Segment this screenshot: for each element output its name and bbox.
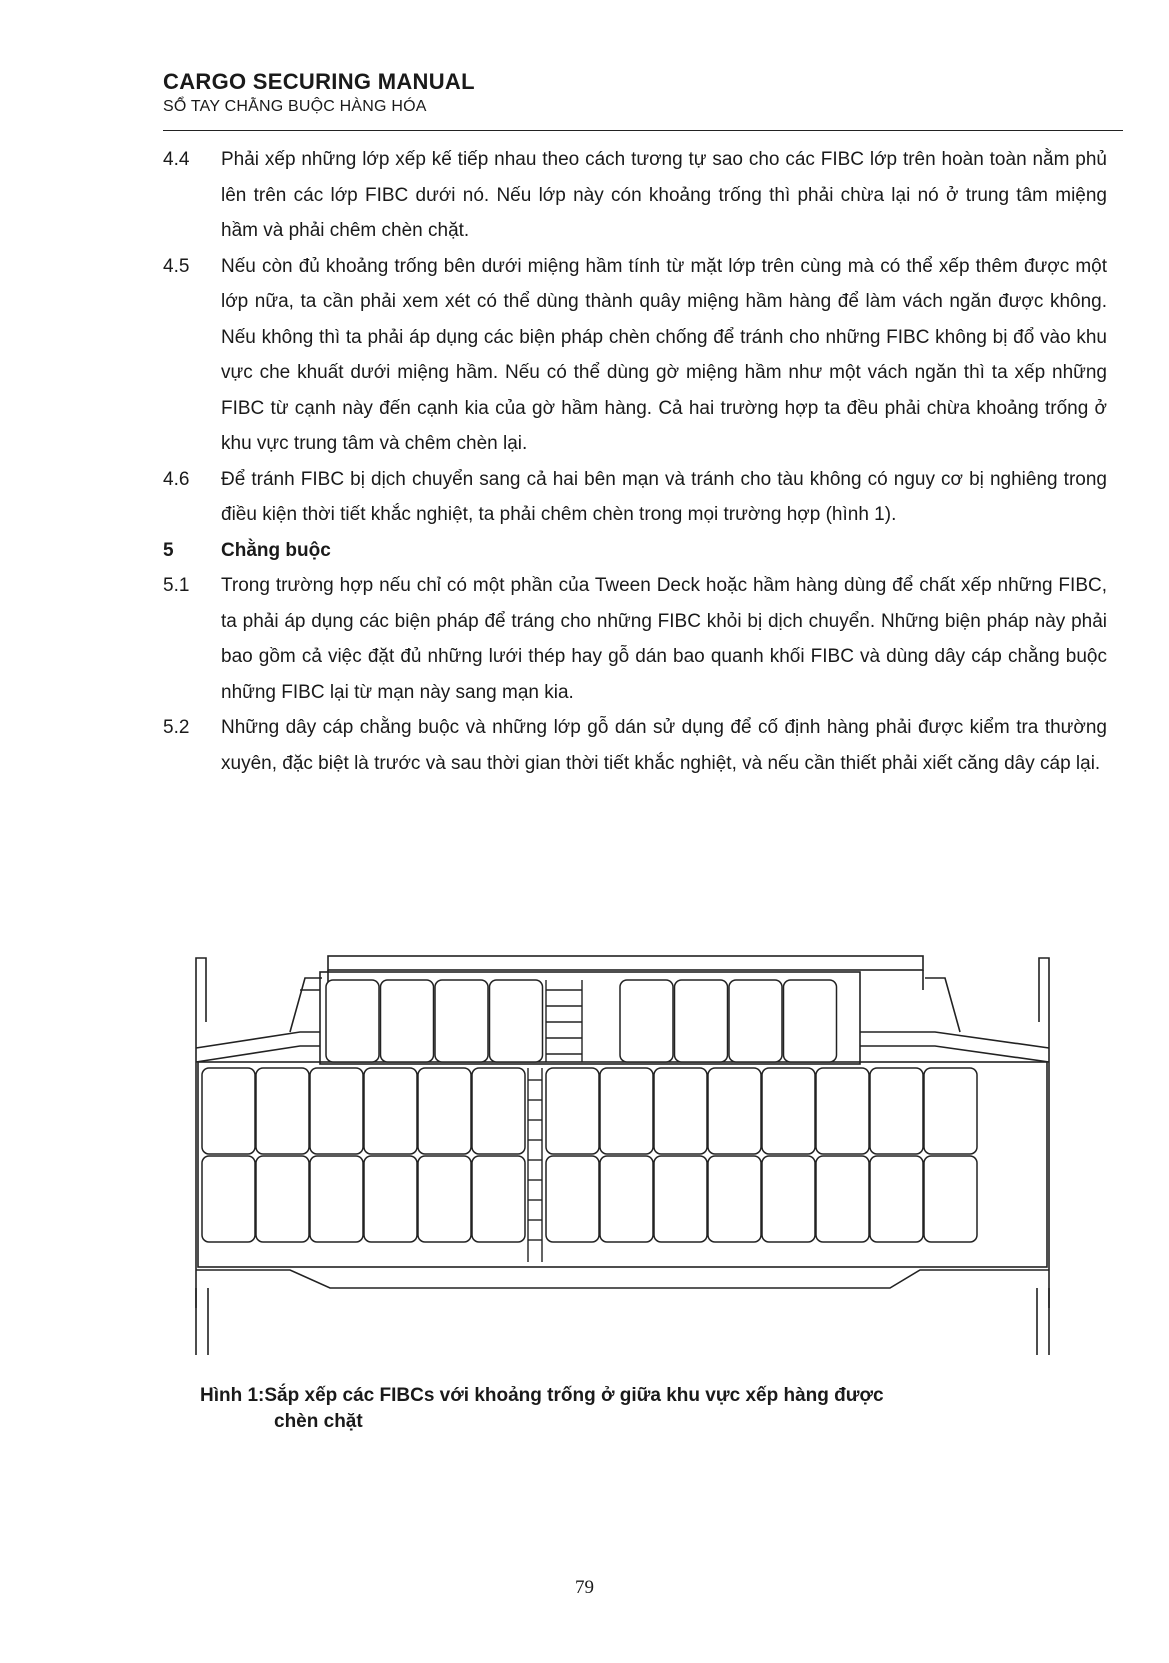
fibc-bag [654,1068,707,1154]
caption-line-2: chèn chặt [274,1411,363,1432]
lower-layer-bags [202,1068,977,1242]
header-title: CARGO SECURING MANUAL [163,69,475,94]
paragraph-text: Nếu còn đủ khoảng trống bên dưới miệng hầm tính từ mặt lớp trên cùng mà có thể xếp thêm được một lớp nữa, ta cần phải xem xét có thể dùng thành quây miệng hầm hàng để làm vách ngăn được không. Nếu không thì ta phải áp dụng các biện pháp chèn chống để tránh cho những FIBC không bị đổ vào khu vực che khuất dưới miệng hầm. Nếu có thể dùng gờ miệng hầm như một vách ngăn thì ta xếp những FIBC từ cạnh này đến cạnh kia của gờ hầm hàng. Cả hai trường hợp ta đều phải chừa khoảng trống ở khu vực trung tâm và chêm chèn lại. [221,255,1107,454]
fibc-bag [816,1068,869,1154]
fibc-bag [620,980,673,1062]
section-title: Chằng buộc [221,539,331,561]
fibc-bag [675,980,728,1062]
fibc-bag [546,1156,599,1242]
section-heading-5 [163,533,1107,569]
fibc-bag [364,1068,417,1154]
fibc-bag [202,1068,255,1154]
header-divider [163,130,1123,131]
tank-top [196,1270,1049,1288]
fibc-bag [202,1156,255,1242]
fibc-bag [816,1156,869,1242]
fibc-bag [418,1068,471,1154]
fibc-bag [924,1156,977,1242]
paragraph-4-6 [163,462,1107,533]
paragraph-text: Để tránh FIBC bị dịch chuyển sang cả hai bên mạn và tránh cho tàu không có nguy cơ bị nghiêng trong điều kiện thời tiết khắc nghiệt, ta phải chêm chèn trong mọi trường hợp (hình 1). [221,468,1107,525]
header-subtitle: SỔ TAY CHẰNG BUỘC HÀNG HÓA [163,98,427,115]
fibc-bag [546,1068,599,1154]
paragraph-text: Những dây cáp chằng buộc và những lớp gỗ dán sử dụng để cố định hàng phải được kiểm tra thường xuyên, đặc biệt là trước và sau thời gian thời tiết khắc nghiệt, và nếu cần thiết phải xiết căng dây cáp lại. [221,717,1107,774]
fibc-bag [326,980,379,1062]
fibc-bag [435,980,488,1062]
page-number: 79 [575,1577,594,1598]
fibc-bag [364,1156,417,1242]
fibc-bag [708,1068,761,1154]
paragraph-text: Phải xếp những lớp xếp kế tiếp nhau theo cách tương tự sao cho các FIBC lớp trên hoàn toàn nằm phủ lên trên các lớp FIBC dưới nó. Nếu lớp này cón khoảng trống thì phải chừa lại nó ở trung tâm miệng hầm và phải chêm chèn chặt. [221,149,1107,241]
right-hull-side [1039,958,1049,1022]
hatch-cover [328,956,923,970]
page-header [163,68,1123,118]
paragraph-number: 4.5 [163,255,190,277]
fibc-bag [729,980,782,1062]
fibc-bag [472,1068,525,1154]
fibc-bag [310,1068,363,1154]
fibc-bag [256,1156,309,1242]
fibc-bag [418,1156,471,1242]
paragraph-4-5 [163,249,1107,462]
fibc-bag [256,1068,309,1154]
fibc-bag [490,980,543,1062]
fibc-bag [310,1156,363,1242]
paragraph-number: 4.6 [163,468,190,490]
figure-caption [200,1383,1100,1435]
fibc-bag [870,1068,923,1154]
fibc-stowage-figure [190,950,1055,1360]
paragraph-5-1 [163,568,1107,710]
fibc-bag [762,1068,815,1154]
paragraph-4-4 [163,142,1107,249]
fibc-bag [784,980,837,1062]
left-hull-side [196,958,206,1022]
body-text [163,142,1107,781]
paragraph-number: 5.2 [163,717,190,738]
fibc-bag [600,1156,653,1242]
fibc-stowage-diagram [190,950,1055,1360]
fibc-bag [600,1068,653,1154]
fibc-bag [762,1156,815,1242]
paragraph-5-2 [163,710,1107,781]
fibc-bag [654,1156,707,1242]
fibc-bag [381,980,434,1062]
section-number: 5 [163,539,174,561]
paragraph-number: 4.4 [163,149,190,170]
fibc-bag [870,1156,923,1242]
fibc-bag [708,1156,761,1242]
paragraph-text: Trong trường hợp nếu chỉ có một phần của Tween Deck hoặc hầm hàng dùng để chất xếp những FIBC, ta phải áp dụng các biện pháp để tráng cho những FIBC khỏi bị dịch chuyển. Những biện pháp này phải bao gồm cả việc đặt đủ những lưới thép hay gỗ dán bao quanh khối FIBC và dùng dây cáp chằng buộc những FIBC lại từ mạn này sang mạn kia. [221,575,1107,703]
top-layer-bags [326,980,837,1062]
fibc-bag [472,1156,525,1242]
paragraph-number: 5.1 [163,575,190,596]
fibc-bag [924,1068,977,1154]
caption-line-1: Hình 1:Sắp xếp các FIBCs với khoảng trống ở giữa khu vực xếp hàng được [200,1385,884,1406]
